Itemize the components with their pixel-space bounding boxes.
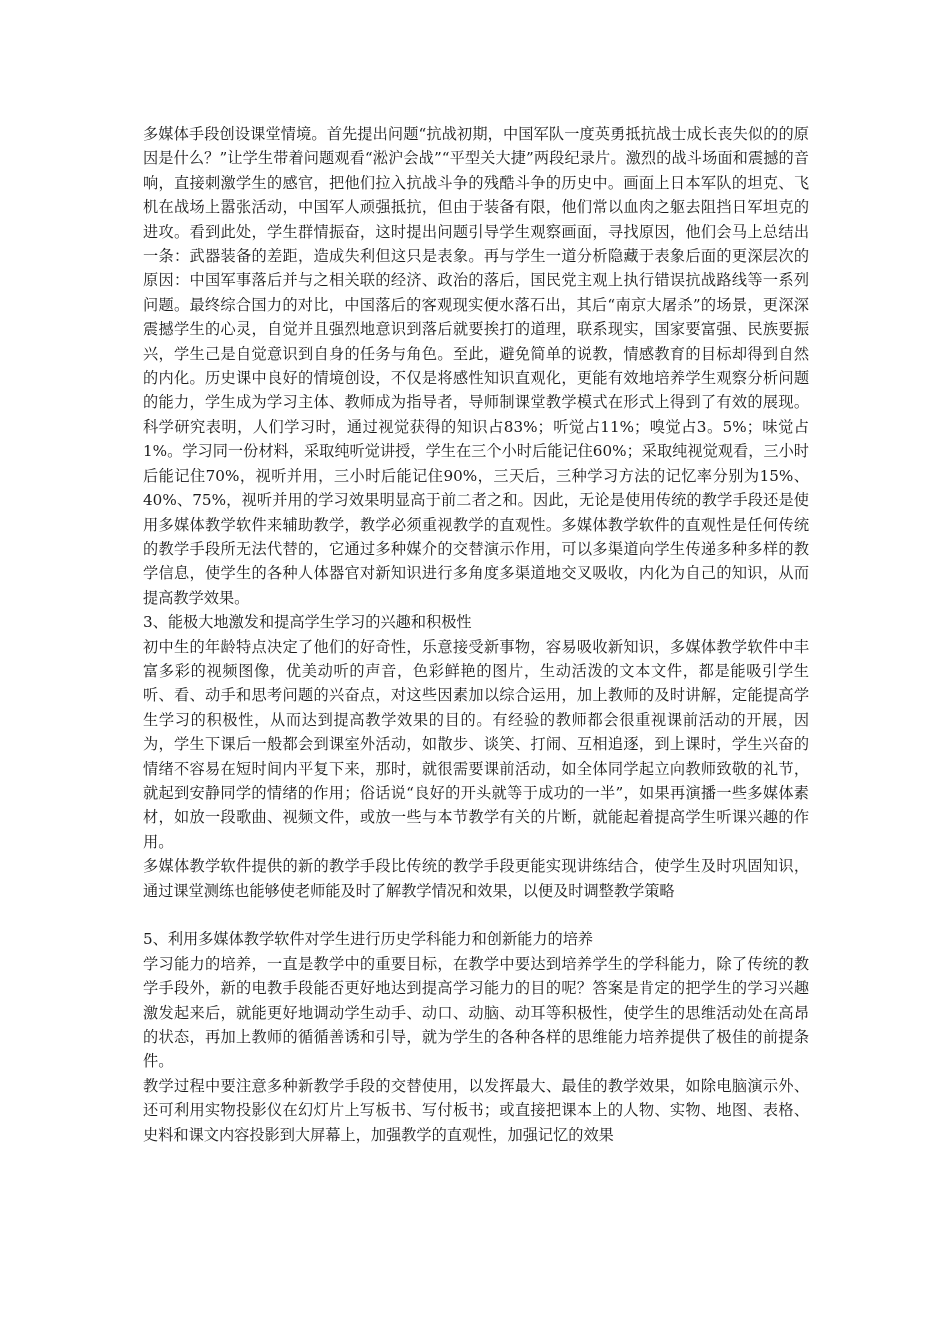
paragraph-practice: 多媒体教学软件提供的新的教学手段比传统的教学手段更能实现讲练结合，使学生及时巩固知识，通过课堂测练也能够使老师能及时了解教学情况和效果，以便及时调整教学策略 [143, 857, 809, 900]
section-heading-5: 5、利用多媒体教学软件对学生进行历史学科能力和创新能力的培养 [143, 930, 594, 949]
paragraph-ability: 学习能力的培养，一直是教学中的重要目标，在教学中要达到培养学生的学科能力，除了传统的教学手段外，新的电教手段能否更好地达到提高学习能力的目的呢？答案是肯定的把学生的学习兴趣激发起来后，就能更好地调动学生动手、动口、动脑、动耳等积极性，使学生的思维活动处在高昂的状态，再加上教师的循循善诱和引导，就为学生的各种各样的思维能力培养提供了极佳的前提条件。 [143, 954, 809, 1071]
paragraph-interest: 初中生的年龄特点决定了他们的好奇性，乐意接受新事物，容易吸收新知识，多媒体教学软件中丰富多彩的视频图像，优美动听的声音，色彩鲜艳的图片，生动活泼的文本文件，都是能吸引学生听、看、动手和思考问题的兴奋点，对这些因素加以综合运用，加上教师的及时讲解，定能提高学生学习的积极性，从而达到提高教学效果的目的。有经验的教师都会很重视课前活动的开展，因为，学生下课后一般都会到课室外活动，如散步、谈笑、打闹、互相追逐，到上课时，学生兴奋的情绪不容易在短时间内平复下来，那时，就很需要课前活动，如全体同学起立向教师致敬的礼节，就起到安静同学的情绪的作用；俗话说“良好的开头就等于成功的一半”，如果再演播一些多媒体素材，如放一段歌曲、视频文件，或放一些与本节教学有关的片断，就能起着提高学生听课兴趣的作用。 [143, 637, 809, 851]
document-body [143, 122, 809, 1147]
paragraph-multimedia-situation: 多媒体手段创设课堂情境。首先提出问题“抗战初期，中国军队一度英勇抵抗战士成长丧失似的的原因是什么？”让学生带着问题观看“淞沪会战”“平型关大捷”两段纪录片。激烈的战斗场面和震撼的音响，直接刺激学生的感官，把他们拉入抗战斗争的残酷斗争的历史中。画面上日本军队的坦克、飞机在战场上嚣张活动，中国军人顽强抵抗，但由于装备有限，他们常以血肉之躯去阻挡日军坦克的进攻。看到此处，学生群情振奋，这时提出问题引导学生观察画面，寻找原因，他们会马上总结出一条：武器装备的差距，造成失利但这只是表象。再与学生一道分析隐藏于表象后面的更深层次的原因：中国军事落后并与之相关联的经济、政治的落后，国民党主观上执行错误抗战路线等一系列问题。最终综合国力的对比，中国落后的客观现实便水落石出，其后“南京大屠杀”的场景，更深深震撼学生的心灵，自觉并且强烈地意识到落后就要挨打的道理，联系现实，国家要富强、民族要振兴，学生己是自觉意识到自身的任务与角色。至此，避免简单的说教，情感教育的目标却得到自然的内化。历史课中良好的情境创设，不仅是将感性知识直观化，更能有效地培养学生观察分析问题的能力，学生成为学习主体、教师成为指导者，导师制课堂教学模式在形式上得到了有效的展现。科学研究表明，人们学习时，通过视觉获得的知识占83%；听觉占11%；嗅觉占3。5%；味觉占1%。学习同一份材料，采取纯听觉讲授，学生在三个小时后能记住60%；采取纯视觉观看，三小时后能记住70%，视听并用，三小时后能记住90%，三天后，三种学习方法的记忆率分别为15%、40%、75%，视听并用的学习效果明显高于前二者之和。因此，无论是使用传统的教学手段还是使用多媒体教学软件来辅助教学，教学必须重视教学的直观性。多媒体教学软件的直观性是任何传统的教学手段所无法代替的，它通过多种媒介的交替演示作用，可以多渠道向学生传递多种多样的教学信息，使学生的各种人体器官对新知识进行多角度多渠道地交叉吸收，内化为自己的知识，从而提高教学效果。 [143, 125, 809, 607]
paragraph-alternating-methods: 教学过程中要注意多种新教学手段的交替使用，以发挥最大、最佳的教学效果，如除电脑演示外、还可利用实物投影仪在幻灯片上写板书、写付板书；或直接把课本上的人物、实物、地图、表格、史料和课文内容投影到大屏幕上，加强教学的直观性，加强记忆的效果 [143, 1076, 809, 1144]
blank-line [143, 903, 809, 927]
section-heading-3: 3、能极大地激发和提高学生学习的兴趣和积极性 [143, 613, 472, 632]
